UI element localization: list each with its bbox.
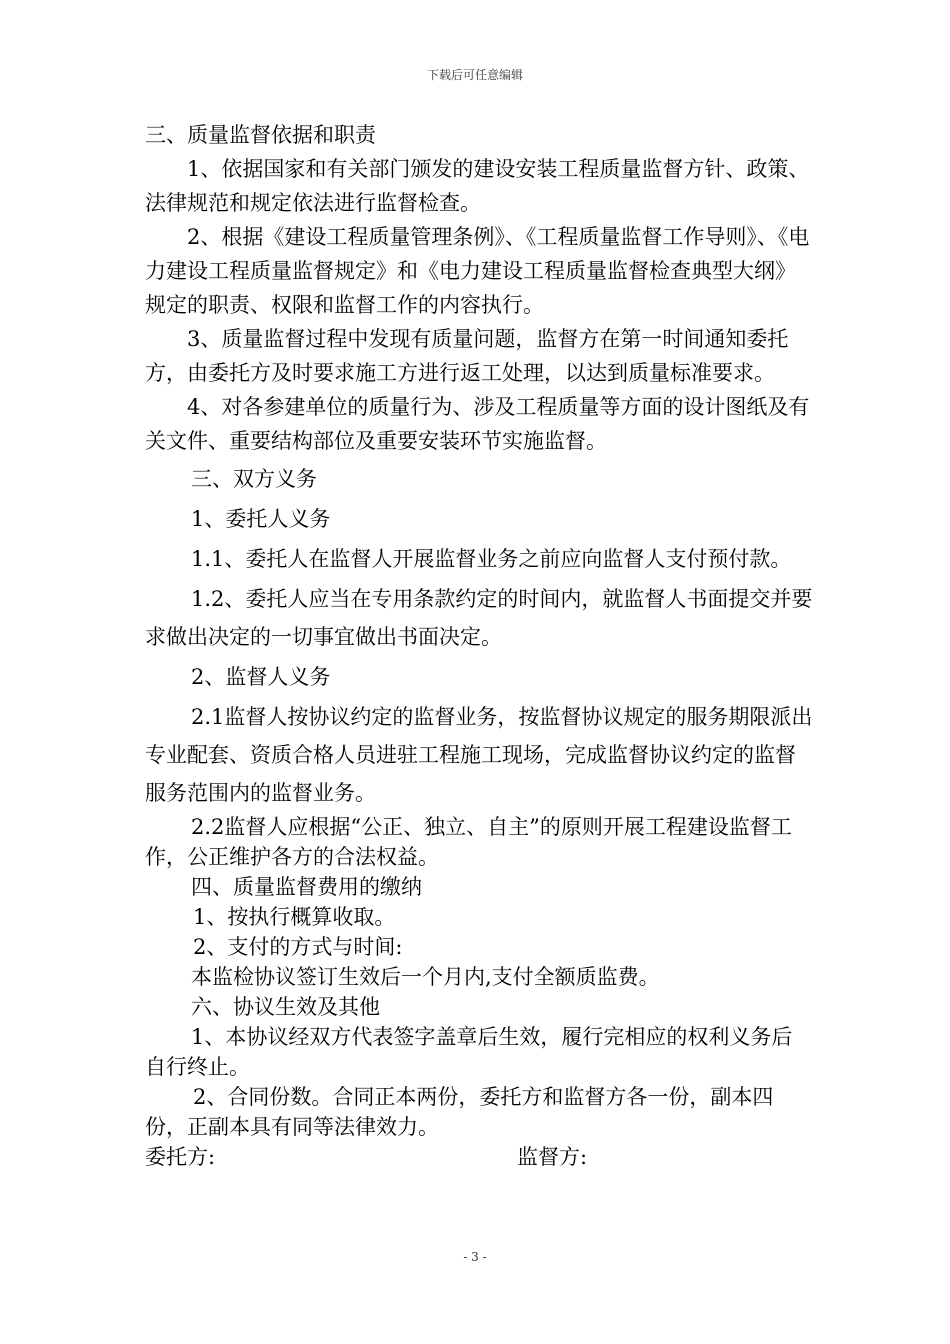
client-signature-label: 委托方: xyxy=(145,1145,216,1169)
paragraph: 1.2、委托人应当在专用条款约定的时间内，就监督人书面提交并要求做出决定的一切事宜做出书面决定。 xyxy=(145,587,813,649)
section-title: 四、质量监督费用的缴纳 xyxy=(191,875,422,899)
paragraph: 2、支付的方式与时间: xyxy=(193,935,403,959)
paragraph: 2.2监督人应根据“公正、独立、自主”的原则开展工程建设监督工作，公正维护各方的合法权益。 xyxy=(145,815,792,869)
page-number: - 3 - xyxy=(463,1250,487,1264)
subsection-title: 2、监督人义务 xyxy=(191,665,331,689)
page-header: 下载后可任意编辑 xyxy=(426,68,523,82)
signature-row xyxy=(145,1142,813,1172)
section-title: 六、协议生效及其他 xyxy=(191,995,380,1019)
section-title: 三、双方义务 xyxy=(191,467,317,491)
paragraph: 1、本协议经双方代表签字盖章后生效，履行完相应的权利义务后自行终止。 xyxy=(145,1025,793,1079)
paragraph: 1、依据国家和有关部门颁发的建设安装工程质量监督方针、政策、法律规范和规定依法进行监督检查。 xyxy=(145,157,810,215)
supervisor-signature-label: 监督方: xyxy=(517,1145,588,1169)
paragraph: 4、对各参建单位的质量行为、涉及工程质量等方面的设计图纸及有关文件、重要结构部位及重要安装环节实施监督。 xyxy=(145,395,810,453)
section-title: 三、质量监督依据和职责 xyxy=(145,123,376,147)
subsection-title: 1、委托人义务 xyxy=(191,507,331,531)
paragraph: 3、质量监督过程中发现有质量问题，监督方在第一时间通知委托方，由委托方及时要求施工方进行返工处理，以达到质量标准要求。 xyxy=(145,327,789,385)
paragraph: 2、合同份数。合同正本两份，委托方和监督方各一份，副本四份，正副本具有同等法律效力。 xyxy=(145,1085,774,1139)
paragraph: 1、按执行概算收取。 xyxy=(193,905,396,929)
paragraph: 2.1监督人按协议约定的监督业务，按监督协议规定的服务期限派出专业配套、资质合格人员进驻工程施工现场，完成监督协议约定的监督服务范围内的监督业务。 xyxy=(145,705,813,805)
paragraph: 1.1、委托人在监督人开展监督业务之前应向监督人支付预付款。 xyxy=(191,547,792,571)
paragraph: 本监检协议签订生效后一个月内,支付全额质监费。 xyxy=(191,965,660,989)
document-body xyxy=(145,118,813,1172)
paragraph: 2、根据《建设工程质量管理条例》、《工程质量监督工作导则》、《电力建设工程质量监督规定》和《电力建设工程质量监督检查典型大纲》规定的职责、权限和监督工作的内容执行。 xyxy=(145,225,810,317)
